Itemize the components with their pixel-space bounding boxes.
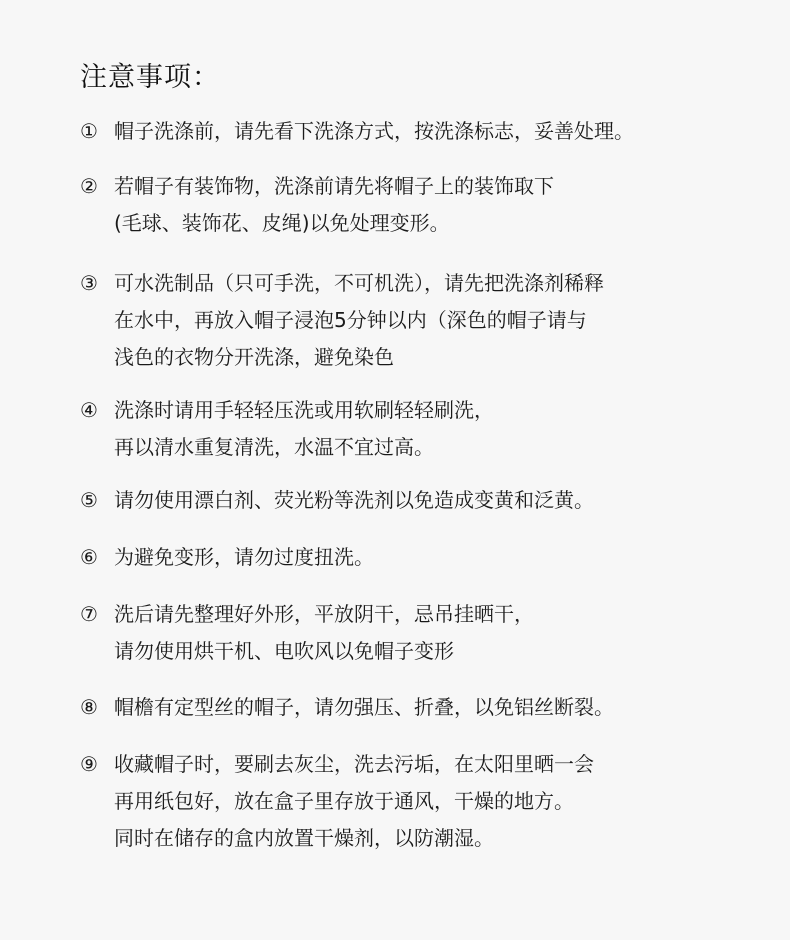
instruction-item-7 (80, 596, 534, 670)
instruction-line (80, 113, 634, 150)
instruction-text: 请勿使用漂白剂、荧光粉等洗剂以免造成变黄和泛黄。 (114, 488, 594, 512)
instruction-item-3 (80, 265, 604, 376)
instruction-line (80, 168, 554, 205)
item-number: ⑨ (80, 752, 98, 776)
instruction-line: 再以清水重复清洗，水温不宜过高。 (114, 435, 434, 459)
instruction-item-4 (80, 392, 494, 466)
instruction-line: 再用纸包好，放在盒子里存放于通风，干燥的地方。 (114, 789, 574, 813)
item-number: ③ (80, 271, 98, 295)
instruction-line: 浅色的衣物分开洗涤，避免染色 (114, 345, 394, 369)
instruction-text: 洗涤时请用手轻轻压洗或用软刷轻轻刷洗， (114, 398, 494, 422)
instruction-item-9 (80, 746, 594, 857)
item-number: ⑥ (80, 545, 98, 569)
item-number: ⑧ (80, 695, 98, 719)
instruction-text: 若帽子有装饰物，洗涤前请先将帽子上的装饰取下 (114, 174, 554, 198)
instruction-text: 帽檐有定型丝的帽子，请勿强压、折叠，以免铝丝断裂。 (114, 695, 614, 719)
instruction-item-6 (80, 539, 374, 576)
instruction-item-8 (80, 689, 614, 726)
instruction-line: 请勿使用烘干机、电吹风以免帽子变形 (114, 639, 454, 663)
item-number: ⑦ (80, 602, 98, 626)
instruction-line (80, 392, 494, 429)
item-number: ⑤ (80, 488, 98, 512)
instruction-item-1 (80, 113, 634, 150)
instruction-text: 可水洗制品（只可手洗，不可机洗），请先把洗涤剂稀释 (114, 271, 604, 295)
instruction-item-5 (80, 482, 594, 519)
item-number: ① (80, 119, 98, 143)
instruction-line (80, 746, 594, 783)
item-number: ② (80, 174, 98, 198)
instruction-line: 同时在储存的盒内放置干燥剂，以防潮湿。 (114, 826, 494, 850)
instruction-item-2 (80, 168, 554, 242)
instruction-line (80, 689, 614, 726)
instruction-text: 为避免变形，请勿过度扭洗。 (114, 545, 374, 569)
instruction-line: (毛球、装饰花、皮绳)以免处理变形。 (114, 211, 450, 235)
page-title: 注意事项： (80, 62, 220, 93)
instruction-line (80, 539, 374, 576)
instruction-line (80, 265, 604, 302)
instruction-text: 帽子洗涤前，请先看下洗涤方式，按洗涤标志，妥善处理。 (114, 119, 634, 143)
instruction-line (80, 596, 534, 633)
instruction-text: 洗后请先整理好外形，平放阴干，忌吊挂晒干， (114, 602, 534, 626)
item-number: ④ (80, 398, 98, 422)
instruction-line (80, 482, 594, 519)
instruction-line: 在水中，再放入帽子浸泡5分钟以内（深色的帽子请与 (114, 308, 587, 332)
instruction-text: 收藏帽子时，要刷去灰尘，洗去污垢，在太阳里晒一会 (114, 752, 594, 776)
